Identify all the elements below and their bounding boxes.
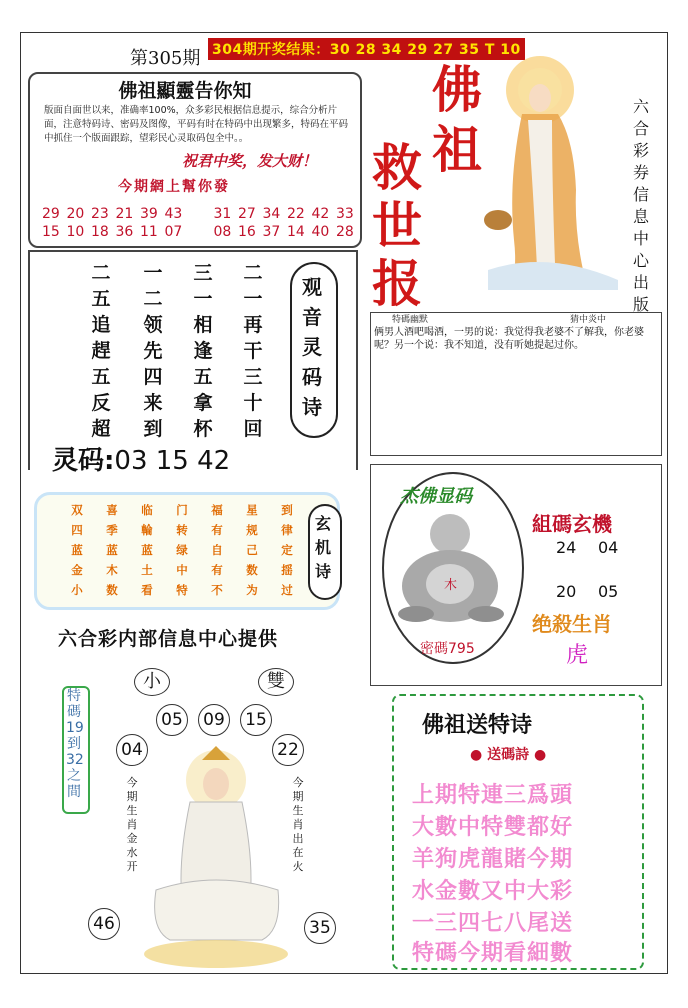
poem-line: 特碼今期看細數 xyxy=(412,940,574,966)
xuanji-char: 有 xyxy=(211,563,223,577)
combo-number-1: 24 xyxy=(556,538,577,557)
kill-zodiac: 虎 xyxy=(566,643,589,668)
vertical-char: 生 xyxy=(126,804,138,817)
poem-char: 二 xyxy=(243,262,263,284)
xuanji-char: 门 xyxy=(176,503,188,517)
lingma-label: 灵码: xyxy=(52,446,115,476)
poem-line: 大數中特雙都好 xyxy=(412,814,574,840)
lucky-number: 15 xyxy=(42,224,60,240)
vertical-char: 火 xyxy=(292,860,304,873)
xuanji-char: 四 xyxy=(71,523,83,537)
poem-char: 回 xyxy=(243,418,263,440)
poem-label xyxy=(297,272,327,422)
poem-column-3 xyxy=(188,260,218,442)
range-text xyxy=(66,688,82,800)
poem-char: 一 xyxy=(243,288,263,310)
xuanji-char: 规 xyxy=(246,523,258,537)
xuanji-char: 数 xyxy=(246,563,258,577)
poem-char: 来 xyxy=(143,392,163,414)
range-char: 19 xyxy=(66,720,84,736)
poem-line: 一三四七八尾送 xyxy=(412,910,574,936)
vertical-char: 开 xyxy=(126,860,138,873)
vertical-char: 在 xyxy=(292,846,304,859)
lucky-number: 18 xyxy=(91,224,109,240)
vertical-char: 今 xyxy=(126,776,138,789)
number-row-1 xyxy=(42,206,361,222)
poem-char: 到 xyxy=(143,418,163,440)
range-char: 間 xyxy=(67,784,81,800)
right-vertical-text xyxy=(290,776,306,874)
lucky-number: 14 xyxy=(287,224,305,240)
xuanji-label xyxy=(308,512,338,584)
combo-number-3: 20 xyxy=(556,582,577,601)
xuanji-char: 律 xyxy=(281,523,293,537)
poem-char: 五 xyxy=(91,366,111,388)
xuanji-char: 福 xyxy=(211,503,223,517)
xuanji-char: 中 xyxy=(176,563,188,577)
xuanji-char: 喜 xyxy=(106,503,118,517)
poem-label-char: 音 xyxy=(302,305,322,329)
laughing-buddha-illustration xyxy=(396,506,506,626)
publisher: 六合彩券信息中心出版 xyxy=(632,97,649,314)
poem-char: 趕 xyxy=(91,340,111,362)
xuanji-char: 蓝 xyxy=(141,543,153,557)
xuanji-char: 为 xyxy=(246,583,258,597)
masthead-char-3: 救 xyxy=(372,138,422,197)
previous-results: 304期开奖结果：30 28 34 29 27 35 T 10 xyxy=(208,38,525,60)
lucky-number: 11 xyxy=(140,224,158,240)
xuanji-char: 数 xyxy=(106,583,118,597)
poem-char: 相 xyxy=(193,314,213,336)
joke-heading-right: 猜中炎中 xyxy=(570,315,607,325)
lucky-number: 08 xyxy=(213,224,232,240)
small-label: 小 xyxy=(134,668,170,696)
lucky-number: 23 xyxy=(91,206,109,222)
range-char: 特 xyxy=(67,688,81,704)
double-label: 雙 xyxy=(258,668,294,696)
lucky-number: 28 xyxy=(336,224,354,240)
secret-code-label: 密碼 xyxy=(420,641,448,657)
masthead-char-2: 祖 xyxy=(432,120,482,179)
xuanji-label-char: 诗 xyxy=(314,562,331,581)
poem-char: 四 xyxy=(143,366,163,388)
lingma-value: 03 15 42 xyxy=(114,446,231,476)
poem-char: 再 xyxy=(243,314,263,336)
vertical-char: 金 xyxy=(126,832,138,845)
poem-char: 五 xyxy=(193,366,213,388)
notice-title: 佛祖顯靈告你知 xyxy=(118,80,252,102)
xuanji-char: 輪 xyxy=(141,523,153,537)
vertical-char: 今 xyxy=(292,776,304,789)
left-vertical-text xyxy=(124,776,140,874)
notice-text: 版面自面世以来，准确率100%，众多彩民根据信息提示，综合分析片面，注意特码诗、密码及图像，平码有时在特码中出现繁多，特码在平码中抓住一个版面跟踪，望彩民心灵取码包全中。。 xyxy=(44,105,349,144)
xuanji-char: 己 xyxy=(246,543,258,557)
lucky-number: 39 xyxy=(140,206,158,222)
xuanji-char: 双 xyxy=(71,503,83,517)
xuanji-char: 土 xyxy=(141,563,153,577)
xuanji-char: 绿 xyxy=(176,543,188,557)
poem-line: 水金數又中大彩 xyxy=(412,878,574,904)
xuanji-column xyxy=(243,500,261,600)
xuanji-char: 蓝 xyxy=(71,543,83,557)
range-char: 到 xyxy=(67,736,81,752)
xuanji-column xyxy=(68,500,86,600)
slogan: 祝君中奖，发大财！ xyxy=(182,152,318,170)
combo-title: 組碼玄機 xyxy=(532,512,612,536)
xuanji-column xyxy=(208,500,226,600)
combo-number-2: 04 xyxy=(598,538,619,557)
lucky-number: 43 xyxy=(164,206,183,222)
poem-char: 杯 xyxy=(193,418,213,440)
number-circle: 46 xyxy=(88,908,120,940)
number-circle: 35 xyxy=(304,912,336,944)
number-circle: 04 xyxy=(116,734,148,766)
lucky-number: 31 xyxy=(213,206,232,222)
xuanji-column xyxy=(278,500,296,600)
xuanji-label-char: 机 xyxy=(314,538,331,557)
xuanji-char: 临 xyxy=(141,503,153,517)
poem-column-1 xyxy=(86,260,116,442)
poem-char: 干 xyxy=(243,340,263,362)
number-circle: 22 xyxy=(272,734,304,766)
xuanji-char: 蓝 xyxy=(106,543,118,557)
vertical-char: 期 xyxy=(292,790,304,803)
xuanji-column xyxy=(103,500,121,600)
xuanji-label-char: 玄 xyxy=(314,514,331,533)
poem-label-char: 码 xyxy=(302,365,322,389)
lucky-number: 07 xyxy=(164,224,183,240)
xuanji-char: 特 xyxy=(176,583,188,597)
xuanji-char: 看 xyxy=(141,583,153,597)
vertical-char: 肖 xyxy=(292,818,304,831)
vertical-char: 期 xyxy=(126,790,138,803)
special-poem-subtitle: ● 送碼詩 ● xyxy=(470,747,547,763)
poem-char: 十 xyxy=(243,392,263,414)
xuanji-char: 到 xyxy=(281,503,293,517)
xuanji-char: 定 xyxy=(281,543,293,557)
lucky-number: 27 xyxy=(238,206,256,222)
poem-char: 一 xyxy=(193,288,213,310)
xuanji-column xyxy=(173,500,191,600)
lucky-number: 42 xyxy=(311,206,330,222)
poem-column-4 xyxy=(238,260,268,442)
lingma-row xyxy=(52,440,230,477)
special-poem-subtitle-text: 送碼詩 xyxy=(487,747,530,763)
xuanji-char: 过 xyxy=(281,583,293,597)
poem-column-2 xyxy=(138,260,168,442)
poem-char: 超 xyxy=(91,418,111,440)
lucky-number: 10 xyxy=(66,224,85,240)
poem-char: 二 xyxy=(91,262,111,284)
xuanji-char: 星 xyxy=(246,503,258,517)
xuanji-char: 有 xyxy=(211,523,223,537)
xuanji-char: 自 xyxy=(211,543,223,557)
lucky-number: 40 xyxy=(311,224,330,240)
poem-char: 拿 xyxy=(193,392,213,414)
special-poem-title: 佛祖送特诗 xyxy=(422,712,533,738)
poem-char: 反 xyxy=(91,392,111,414)
poem-char: 二 xyxy=(143,288,163,310)
poem-char: 先 xyxy=(143,340,163,362)
number-row-2 xyxy=(42,224,361,240)
issue-number: 第305期 xyxy=(130,48,201,69)
lucky-number: 33 xyxy=(336,206,354,222)
guanyin-illustration xyxy=(478,40,628,290)
poem-char: 一 xyxy=(143,262,163,284)
poem-char: 五 xyxy=(91,288,111,310)
poem-line: 羊狗虎龍賭今期 xyxy=(412,846,574,872)
buddha-title: 杰佛显码 xyxy=(400,486,472,507)
poem-label-char: 观 xyxy=(302,275,322,299)
masthead-char-1: 佛 xyxy=(432,60,482,119)
poem-line: 上期特連三爲頭 xyxy=(412,782,574,808)
xuanji-char: 木 xyxy=(106,563,118,577)
lucky-number: 16 xyxy=(238,224,256,240)
number-circle: 15 xyxy=(240,704,272,736)
masthead-char-4: 世 xyxy=(372,196,422,255)
kill-zodiac-title: 绝殺生肖 xyxy=(532,612,612,636)
provider-text: 六合彩内部信息中心提供 xyxy=(58,628,279,650)
masthead-char-5: 报 xyxy=(372,254,422,313)
poem-char: 三 xyxy=(193,262,213,284)
lucky-number: 37 xyxy=(262,224,281,240)
vertical-char: 出 xyxy=(292,832,304,845)
secret-code-value: 795 xyxy=(448,641,475,657)
poem-label-char: 灵 xyxy=(302,335,322,359)
poem-char: 追 xyxy=(91,314,111,336)
xuanji-char: 转 xyxy=(176,523,188,537)
xuanji-char: 金 xyxy=(71,563,83,577)
lucky-number: 29 xyxy=(42,206,60,222)
helper-heading: 今期網上幫你發 xyxy=(118,179,230,195)
number-circle: 05 xyxy=(156,704,188,736)
joke-heading-left: 特碼幽默 xyxy=(392,315,429,325)
poem-char: 三 xyxy=(243,366,263,388)
vertical-char: 肖 xyxy=(126,818,138,831)
lucky-number: 34 xyxy=(262,206,281,222)
lucky-number: 22 xyxy=(287,206,305,222)
poem-label-char: 诗 xyxy=(302,395,322,419)
range-char: 碼 xyxy=(67,704,81,720)
xuanji-column xyxy=(138,500,156,600)
poem-char: 逢 xyxy=(193,340,213,362)
lucky-number: 20 xyxy=(66,206,85,222)
xuanji-char: 小 xyxy=(71,583,83,597)
range-char: 32 xyxy=(66,752,84,768)
range-char: 之 xyxy=(67,768,81,784)
element-label: 木 xyxy=(444,578,458,593)
vertical-char: 生 xyxy=(292,804,304,817)
poem-char: 领 xyxy=(143,314,163,336)
combo-number-4: 05 xyxy=(598,582,619,601)
lucky-number: 36 xyxy=(115,224,134,240)
xuanji-char: 揺 xyxy=(281,563,293,577)
number-circle: 09 xyxy=(198,704,230,736)
xuanji-char: 不 xyxy=(211,583,223,597)
joke-text: 俩男人酒吧喝酒，一男的说：我觉得我老婆不了解我，你老婆呢？另一个说：我不知道，没有听她提起过你。 xyxy=(374,327,644,351)
vertical-char: 水 xyxy=(126,846,138,859)
seated-guanyin-illustration xyxy=(142,740,292,970)
lucky-number: 21 xyxy=(115,206,134,222)
xuanji-char: 季 xyxy=(106,523,118,537)
secret-code xyxy=(420,638,475,658)
